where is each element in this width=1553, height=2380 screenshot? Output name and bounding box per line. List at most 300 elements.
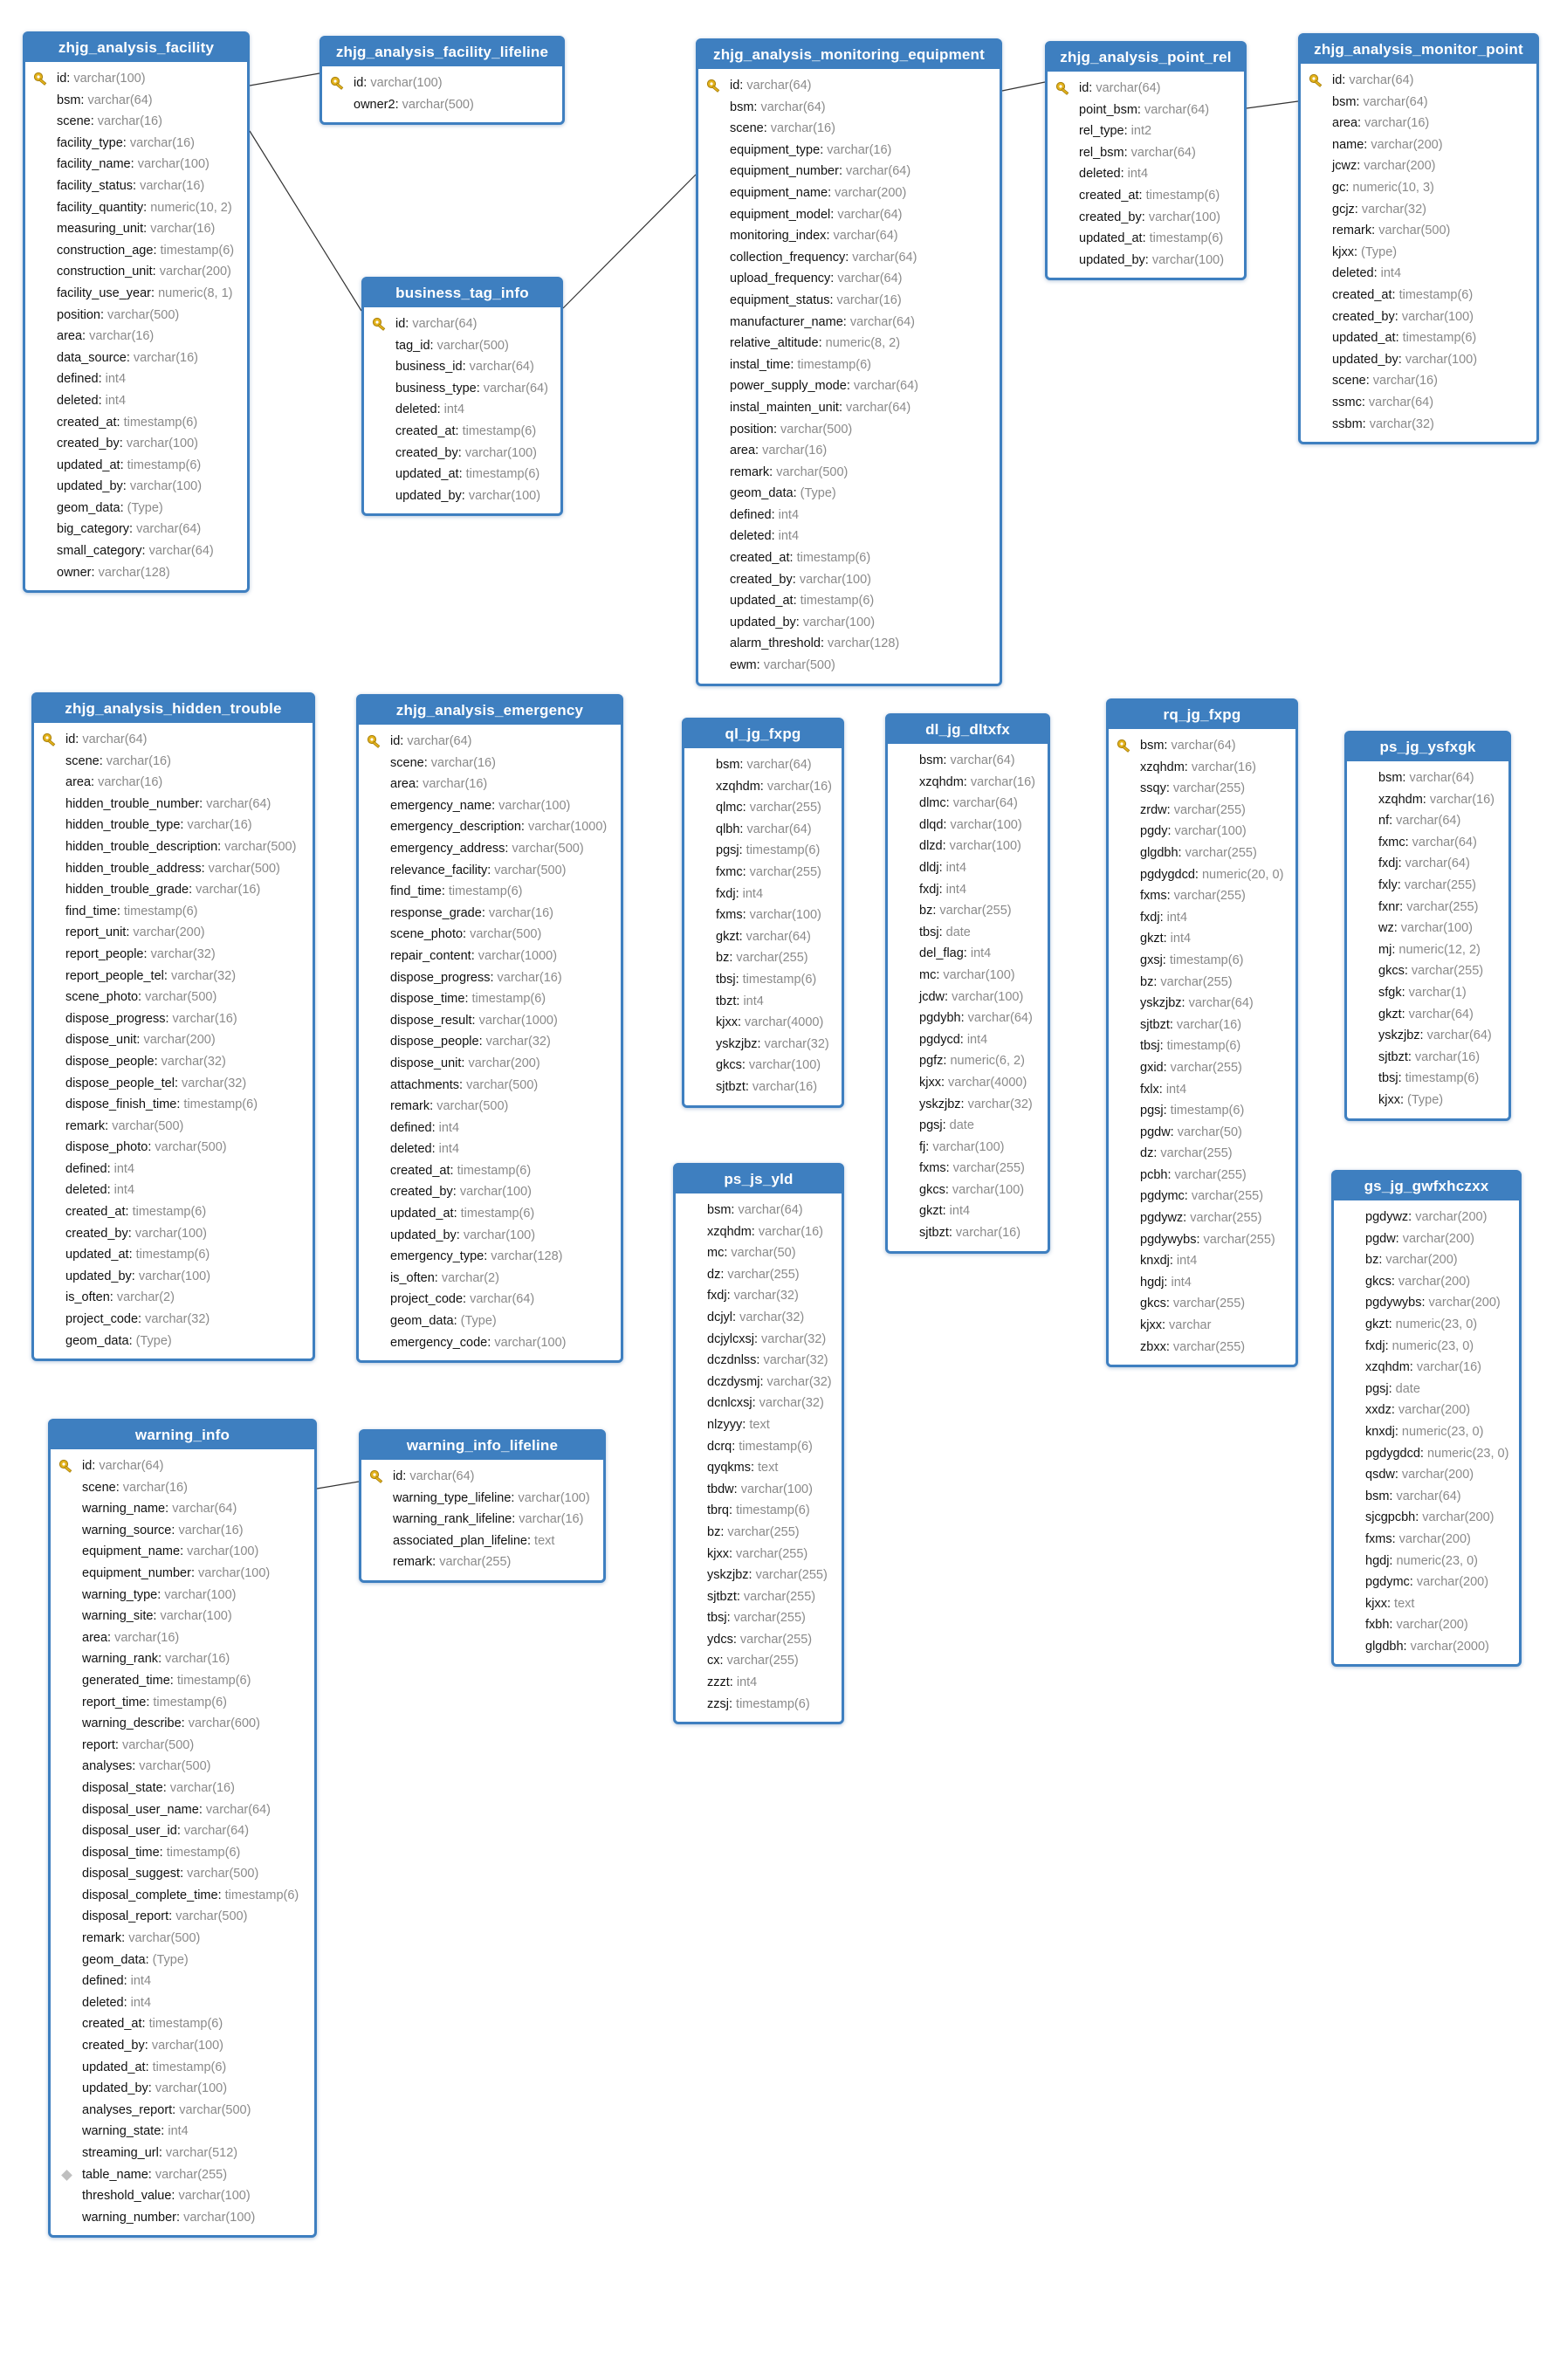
table-field[interactable] (34, 858, 313, 880)
table-field[interactable] (676, 1307, 842, 1329)
table-field[interactable] (1301, 134, 1536, 156)
table-field[interactable] (1109, 864, 1295, 886)
table-field[interactable] (364, 421, 560, 443)
table-field[interactable] (34, 1201, 313, 1223)
table-field[interactable] (888, 1200, 1048, 1222)
table-field[interactable] (51, 1950, 314, 1971)
table-field[interactable] (698, 526, 1000, 547)
table-field[interactable] (34, 1137, 313, 1159)
table-field[interactable] (322, 94, 562, 116)
table-field[interactable] (1301, 113, 1536, 134)
table-field[interactable] (359, 1096, 621, 1118)
table-field[interactable] (888, 1137, 1048, 1159)
table-field[interactable] (1109, 1250, 1295, 1272)
table-field[interactable] (34, 901, 313, 923)
table-field[interactable] (1334, 1271, 1519, 1293)
table-zhjg-analysis-facility-lifeline[interactable] (320, 36, 565, 125)
table-field[interactable] (676, 1672, 842, 1694)
table-field[interactable] (698, 462, 1000, 484)
table-ps-jg-ysfxgk[interactable] (1344, 731, 1511, 1121)
table-field[interactable] (359, 1160, 621, 1182)
table-field[interactable] (34, 966, 313, 987)
table-field[interactable] (1347, 960, 1508, 982)
table-field[interactable] (51, 2035, 314, 2057)
table-field[interactable] (25, 261, 247, 283)
table-field[interactable] (1301, 392, 1536, 414)
table-field[interactable] (1109, 821, 1295, 843)
table-field[interactable] (1301, 177, 1536, 199)
table-field[interactable] (1109, 778, 1295, 800)
table-field[interactable] (1109, 1293, 1295, 1315)
table-field[interactable] (1334, 1400, 1519, 1421)
table-field[interactable] (1301, 370, 1536, 392)
table-field[interactable] (34, 836, 313, 858)
table-field[interactable] (1109, 885, 1295, 907)
table-field[interactable] (676, 1393, 842, 1414)
table-field[interactable] (698, 375, 1000, 397)
table-field[interactable] (1109, 907, 1295, 929)
table-field[interactable] (888, 1115, 1048, 1137)
table-warning-info[interactable] (48, 1419, 317, 2238)
table-field[interactable] (1334, 1421, 1519, 1443)
table-field[interactable] (25, 368, 247, 390)
table-field[interactable] (698, 161, 1000, 182)
table-field[interactable] (1334, 1207, 1519, 1228)
table-field[interactable] (359, 1310, 621, 1332)
table-field[interactable] (25, 562, 247, 584)
table-warning-info-lifeline[interactable] (359, 1429, 606, 1583)
table-field[interactable] (359, 1031, 621, 1053)
table-field[interactable] (364, 399, 560, 421)
table-field[interactable] (1347, 1047, 1508, 1069)
table-field[interactable] (25, 111, 247, 133)
table-title[interactable]: zhjg_analysis_point_rel (1048, 44, 1244, 72)
table-field[interactable] (1109, 843, 1295, 864)
table-field[interactable] (51, 1971, 314, 1992)
table-field[interactable] (51, 2013, 314, 2035)
table-field[interactable] (676, 1607, 842, 1629)
table-field[interactable] (1334, 1379, 1519, 1400)
table-gs-jg-gwfxhczxx[interactable] (1331, 1170, 1522, 1667)
table-field[interactable] (359, 1138, 621, 1160)
table-field[interactable] (1334, 1443, 1519, 1465)
table-field[interactable] (1109, 757, 1295, 779)
table-field[interactable] (361, 1530, 603, 1552)
table-field[interactable] (34, 1094, 313, 1116)
table-field[interactable] (364, 378, 560, 400)
table-title[interactable]: ps_js_yld (676, 1166, 842, 1193)
table-field[interactable] (25, 540, 247, 562)
table-field[interactable] (1301, 263, 1536, 285)
table-field[interactable] (1347, 1090, 1508, 1111)
table-field[interactable] (34, 1309, 313, 1331)
table-field[interactable] (34, 794, 313, 815)
table-field[interactable] (34, 1051, 313, 1073)
table-field[interactable] (1109, 1315, 1295, 1337)
table-field[interactable] (1347, 982, 1508, 1004)
table-field[interactable] (34, 1244, 313, 1266)
table-field[interactable] (364, 485, 560, 507)
table-field[interactable] (888, 1072, 1048, 1094)
table-field[interactable] (1109, 1035, 1295, 1057)
table-field[interactable] (359, 946, 621, 967)
table-field[interactable] (361, 1551, 603, 1573)
table-field[interactable] (34, 1159, 313, 1180)
table-field[interactable] (34, 944, 313, 966)
table-field[interactable] (51, 2100, 314, 2122)
table-field[interactable] (359, 988, 621, 1010)
table-field[interactable] (684, 1077, 842, 1098)
table-field[interactable] (1048, 120, 1244, 142)
table-field[interactable] (698, 419, 1000, 441)
primary-key-field[interactable] (25, 68, 247, 90)
table-field[interactable] (1334, 1464, 1519, 1486)
table-field[interactable] (51, 1842, 314, 1864)
table-field[interactable] (698, 140, 1000, 162)
table-zhjg-analysis-monitoring-equipment[interactable] (696, 38, 1002, 686)
table-field[interactable] (1301, 92, 1536, 113)
table-field[interactable] (1048, 163, 1244, 185)
table-field[interactable] (684, 905, 842, 926)
table-field[interactable] (888, 987, 1048, 1008)
table-field[interactable] (1347, 897, 1508, 918)
table-field[interactable] (888, 836, 1048, 857)
table-field[interactable] (51, 1863, 314, 1885)
table-title[interactable]: zhjg_analysis_monitor_point (1301, 36, 1536, 64)
table-field[interactable] (698, 505, 1000, 526)
table-field[interactable] (1109, 1079, 1295, 1101)
table-field[interactable] (676, 1414, 842, 1436)
table-title[interactable]: zhjg_analysis_facility (25, 34, 247, 62)
table-field[interactable] (1109, 993, 1295, 1015)
table-field[interactable] (698, 182, 1000, 204)
table-title[interactable]: gs_jg_gwfxhczxx (1334, 1173, 1519, 1200)
table-field[interactable] (51, 1648, 314, 1670)
table-field[interactable] (25, 305, 247, 327)
table-field[interactable] (359, 838, 621, 860)
table-field[interactable] (888, 1158, 1048, 1180)
table-field[interactable] (364, 464, 560, 485)
table-field[interactable] (25, 476, 247, 498)
table-field[interactable] (1334, 1292, 1519, 1314)
table-field[interactable] (888, 1094, 1048, 1116)
table-field[interactable] (1347, 918, 1508, 939)
table-field[interactable] (51, 2078, 314, 2100)
table-zhjg-analysis-facility[interactable] (23, 31, 250, 593)
table-field[interactable] (676, 1650, 842, 1672)
table-field[interactable] (359, 1268, 621, 1290)
table-field[interactable] (684, 947, 842, 969)
table-field[interactable] (25, 498, 247, 519)
table-field[interactable] (34, 879, 313, 901)
table-field[interactable] (1109, 800, 1295, 822)
table-field[interactable] (1109, 1122, 1295, 1144)
table-field[interactable] (51, 1692, 314, 1714)
table-field[interactable] (684, 819, 842, 841)
table-field[interactable] (51, 2164, 314, 2186)
table-field[interactable] (684, 1034, 842, 1056)
table-field[interactable] (34, 772, 313, 794)
primary-key-field[interactable] (364, 313, 560, 335)
table-field[interactable] (1301, 285, 1536, 306)
table-title[interactable]: warning_info_lifeline (361, 1432, 603, 1460)
table-field[interactable] (1334, 1486, 1519, 1508)
table-field[interactable] (1334, 1593, 1519, 1615)
table-field[interactable] (361, 1488, 603, 1510)
table-field[interactable] (51, 1928, 314, 1950)
table-field[interactable] (676, 1586, 842, 1608)
table-field[interactable] (25, 347, 247, 369)
table-field[interactable] (676, 1500, 842, 1522)
table-field[interactable] (359, 1010, 621, 1032)
table-field[interactable] (888, 1050, 1048, 1072)
table-field[interactable] (359, 816, 621, 838)
table-field[interactable] (34, 922, 313, 944)
table-field[interactable] (25, 154, 247, 175)
table-field[interactable] (51, 1498, 314, 1520)
table-field[interactable] (51, 2207, 314, 2229)
table-field[interactable] (51, 1627, 314, 1649)
table-field[interactable] (698, 268, 1000, 290)
table-field[interactable] (698, 612, 1000, 634)
table-field[interactable] (51, 1585, 314, 1606)
table-field[interactable] (1347, 1004, 1508, 1026)
table-zhjg-analysis-monitor-point[interactable] (1298, 33, 1539, 444)
table-field[interactable] (1347, 1068, 1508, 1090)
table-field[interactable] (698, 97, 1000, 119)
table-field[interactable] (51, 1541, 314, 1563)
table-field[interactable] (676, 1629, 842, 1651)
table-field[interactable] (25, 218, 247, 240)
primary-key-field[interactable] (698, 75, 1000, 97)
table-field[interactable] (698, 290, 1000, 312)
table-field[interactable] (359, 753, 621, 774)
table-field[interactable] (1301, 327, 1536, 349)
table-field[interactable] (676, 1565, 842, 1586)
table-title[interactable]: zhjg_analysis_hidden_trouble (34, 695, 313, 723)
table-field[interactable] (359, 967, 621, 989)
table-field[interactable] (676, 1457, 842, 1479)
table-title[interactable]: dl_jg_dltxfx (888, 716, 1048, 744)
table-field[interactable] (34, 1073, 313, 1095)
table-field[interactable] (888, 857, 1048, 879)
table-field[interactable] (51, 1799, 314, 1821)
table-field[interactable] (25, 519, 247, 540)
table-field[interactable] (888, 879, 1048, 901)
table-dl-jg-dltxfx[interactable] (885, 713, 1050, 1254)
primary-key-field[interactable] (1048, 78, 1244, 100)
table-field[interactable] (1109, 1143, 1295, 1165)
table-field[interactable] (698, 225, 1000, 247)
table-field[interactable] (1048, 142, 1244, 164)
primary-key-field[interactable] (51, 1455, 314, 1477)
table-field[interactable] (1301, 414, 1536, 436)
table-field[interactable] (698, 204, 1000, 226)
table-field[interactable] (676, 1436, 842, 1458)
table-zhjg-analysis-point-rel[interactable] (1045, 41, 1247, 280)
table-business-tag-info[interactable] (361, 277, 563, 516)
table-field[interactable] (698, 440, 1000, 462)
table-field[interactable] (1347, 767, 1508, 789)
table-field[interactable] (51, 2185, 314, 2207)
table-field[interactable] (1347, 1025, 1508, 1047)
table-field[interactable] (1301, 242, 1536, 264)
table-field[interactable] (1048, 228, 1244, 250)
table-field[interactable] (34, 987, 313, 1008)
table-field[interactable] (51, 1563, 314, 1585)
table-field[interactable] (676, 1372, 842, 1393)
primary-key-field[interactable] (322, 72, 562, 94)
table-zhjg-analysis-emergency[interactable] (356, 694, 623, 1363)
table-field[interactable] (1347, 810, 1508, 832)
table-field[interactable] (1301, 306, 1536, 328)
table-field[interactable] (1301, 349, 1536, 371)
table-field[interactable] (888, 922, 1048, 944)
table-field[interactable] (359, 1181, 621, 1203)
table-field[interactable] (51, 2057, 314, 2079)
table-field[interactable] (698, 655, 1000, 677)
table-field[interactable] (1301, 199, 1536, 221)
table-field[interactable] (684, 776, 842, 798)
table-zhjg-analysis-hidden-trouble[interactable] (31, 692, 315, 1361)
table-field[interactable] (51, 1520, 314, 1542)
table-field[interactable] (684, 926, 842, 948)
table-field[interactable] (888, 750, 1048, 772)
table-field[interactable] (1109, 1057, 1295, 1079)
table-field[interactable] (698, 354, 1000, 376)
table-field[interactable] (676, 1479, 842, 1501)
table-field[interactable] (34, 1008, 313, 1030)
table-field[interactable] (51, 1756, 314, 1778)
table-field[interactable] (888, 793, 1048, 815)
table-field[interactable] (34, 1180, 313, 1201)
table-field[interactable] (51, 1670, 314, 1692)
table-field[interactable] (1048, 100, 1244, 121)
table-field[interactable] (676, 1350, 842, 1372)
table-title[interactable]: warning_info (51, 1421, 314, 1449)
table-field[interactable] (51, 1735, 314, 1757)
table-field[interactable] (34, 751, 313, 773)
table-field[interactable] (1347, 789, 1508, 811)
table-field[interactable] (1109, 1165, 1295, 1187)
table-field[interactable] (359, 1053, 621, 1075)
table-field[interactable] (698, 569, 1000, 591)
table-field[interactable] (684, 1055, 842, 1077)
table-field[interactable] (359, 795, 621, 817)
table-field[interactable] (1347, 939, 1508, 961)
table-field[interactable] (1334, 1314, 1519, 1336)
table-field[interactable] (364, 335, 560, 357)
table-field[interactable] (676, 1694, 842, 1716)
table-field[interactable] (1109, 1100, 1295, 1122)
table-field[interactable] (359, 881, 621, 903)
table-title[interactable]: zhjg_analysis_facility_lifeline (322, 38, 562, 66)
table-field[interactable] (684, 840, 842, 862)
table-field[interactable] (888, 1008, 1048, 1029)
table-field[interactable] (1109, 1272, 1295, 1294)
table-field[interactable] (1109, 1186, 1295, 1207)
table-field[interactable] (359, 774, 621, 795)
table-field[interactable] (888, 1222, 1048, 1244)
table-field[interactable] (359, 860, 621, 882)
table-field[interactable] (51, 1713, 314, 1735)
table-field[interactable] (359, 1289, 621, 1310)
table-title[interactable]: ps_jg_ysfxgk (1347, 733, 1508, 761)
table-field[interactable] (684, 797, 842, 819)
table-field[interactable] (51, 1606, 314, 1627)
table-field[interactable] (359, 924, 621, 946)
table-field[interactable] (25, 175, 247, 197)
table-field[interactable] (364, 443, 560, 464)
table-title[interactable]: zhjg_analysis_monitoring_equipment (698, 41, 1000, 69)
table-field[interactable] (676, 1522, 842, 1544)
table-field[interactable] (698, 247, 1000, 269)
table-field[interactable] (34, 815, 313, 836)
table-field[interactable] (34, 1116, 313, 1138)
table-field[interactable] (1334, 1507, 1519, 1529)
table-field[interactable] (684, 969, 842, 991)
table-field[interactable] (361, 1509, 603, 1530)
primary-key-field[interactable] (1301, 70, 1536, 92)
table-field[interactable] (676, 1544, 842, 1565)
table-field[interactable] (34, 1223, 313, 1245)
table-field[interactable] (51, 2121, 314, 2143)
table-field[interactable] (1109, 1015, 1295, 1036)
table-field[interactable] (1109, 1337, 1295, 1359)
primary-key-field[interactable] (34, 729, 313, 751)
table-field[interactable] (698, 483, 1000, 505)
table-field[interactable] (676, 1200, 842, 1221)
table-field[interactable] (888, 900, 1048, 922)
table-field[interactable] (359, 1118, 621, 1139)
table-field[interactable] (1334, 1357, 1519, 1379)
table-field[interactable] (51, 2143, 314, 2164)
table-field[interactable] (676, 1242, 842, 1264)
primary-key-field[interactable] (359, 731, 621, 753)
table-rq-jg-fxpg[interactable] (1106, 698, 1298, 1367)
table-field[interactable] (1334, 1572, 1519, 1593)
table-field[interactable] (51, 1992, 314, 2014)
table-field[interactable] (1334, 1249, 1519, 1271)
table-field[interactable] (25, 455, 247, 477)
table-field[interactable] (1048, 250, 1244, 272)
table-field[interactable] (1334, 1228, 1519, 1250)
table-field[interactable] (25, 90, 247, 112)
table-field[interactable] (359, 1225, 621, 1247)
table-field[interactable] (25, 412, 247, 434)
table-field[interactable] (1109, 928, 1295, 950)
table-field[interactable] (25, 433, 247, 455)
table-field[interactable] (34, 1287, 313, 1309)
table-field[interactable] (25, 283, 247, 305)
table-field[interactable] (1334, 1614, 1519, 1636)
table-field[interactable] (359, 1203, 621, 1225)
table-field[interactable] (684, 754, 842, 776)
table-field[interactable] (1301, 220, 1536, 242)
table-field[interactable] (1334, 1551, 1519, 1572)
table-field[interactable] (676, 1329, 842, 1351)
table-field[interactable] (359, 1246, 621, 1268)
primary-key-field[interactable] (361, 1466, 603, 1488)
table-field[interactable] (684, 884, 842, 905)
table-field[interactable] (1347, 853, 1508, 875)
table-field[interactable] (888, 965, 1048, 987)
table-field[interactable] (1301, 155, 1536, 177)
table-field[interactable] (1334, 1529, 1519, 1551)
table-field[interactable] (34, 1029, 313, 1051)
table-field[interactable] (698, 547, 1000, 569)
table-field[interactable] (1347, 875, 1508, 897)
